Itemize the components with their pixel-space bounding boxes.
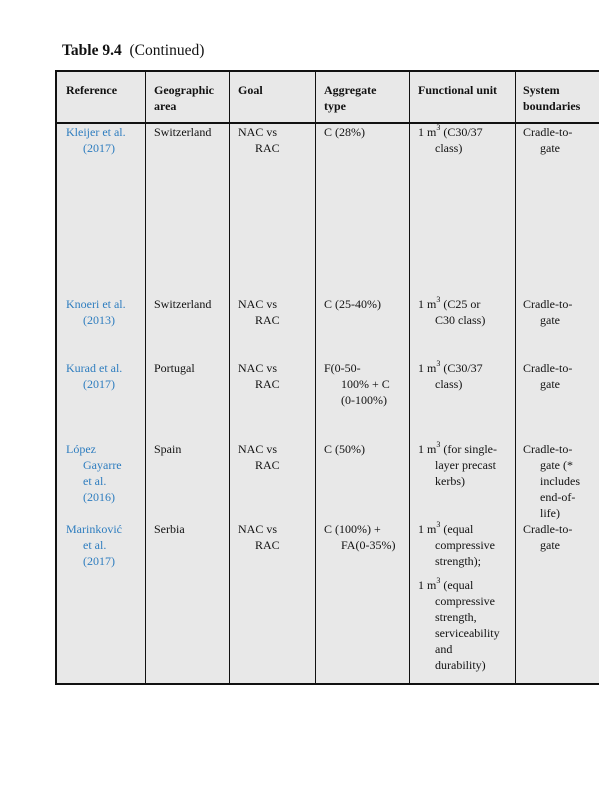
goal-cell: NAC vs RAC — [238, 522, 280, 552]
system-boundaries-cell: Cradle-to- gate — [523, 522, 573, 552]
aggregate-type-cell: C (50%) — [324, 442, 365, 456]
goal-cell: NAC vs RAC — [238, 125, 280, 155]
header-goal: Goal — [238, 83, 263, 97]
goal-cell: NAC vs RAC — [238, 361, 280, 391]
geographic-area-cell: Switzerland — [154, 125, 212, 139]
aggregate-type-cell: F(0-50- 100% + C (0-100%) — [324, 361, 390, 407]
header-geographic-area: Geographic area — [154, 83, 214, 113]
table-caption — [62, 42, 204, 60]
data-table — [55, 70, 599, 685]
functional-unit-cell: 1 $m^3$ (C30/37 class) — [418, 359, 483, 391]
geographic-area-cell: Spain — [154, 442, 182, 456]
header-reference: Reference — [66, 83, 118, 97]
reference-link[interactable]: López Gayarre et al. (2016) — [66, 442, 122, 504]
goal-cell: NAC vs RAC — [238, 442, 280, 472]
functional-unit-cell: 1 $m^3$ (C30/37 class) — [418, 123, 483, 155]
goal-cell: NAC vs RAC — [238, 297, 280, 327]
reference-link[interactable]: Kleijer et al. (2017) — [66, 125, 126, 155]
table-caption-suffix: (Continued) — [129, 42, 205, 59]
header-system-boundaries: System boundaries — [523, 83, 581, 113]
functional-unit-cell: 1 $m^3$ (C25 or C30 class) — [418, 295, 486, 327]
header-aggregate-type: Aggregate type — [324, 83, 377, 113]
system-boundaries-cell: Cradle-to- gate — [523, 125, 573, 155]
aggregate-type-cell: C (100%) + FA(0-35%) — [324, 522, 396, 552]
functional-unit-cell: 1 $m^3$ (for single- layer precast kerbs) — [418, 440, 497, 488]
aggregate-type-cell: C (28%) — [324, 125, 365, 139]
geographic-area-cell: Switzerland — [154, 297, 212, 311]
geographic-area-cell: Portugal — [154, 361, 195, 375]
aggregate-type-cell: C (25-40%) — [324, 297, 381, 311]
header-functional-unit: Functional unit — [418, 83, 498, 97]
reference-link[interactable]: Marinković et al. (2017) — [66, 522, 122, 568]
table-number: Table 9.4 — [62, 42, 122, 59]
functional-unit-cell: 1 $m^3$ (equal compressive strength, serviceability and durability) — [418, 576, 500, 672]
system-boundaries-cell: Cradle-to- gate (* includes end-of- life) — [523, 442, 580, 520]
functional-unit-cell: 1 $m^3$ (equal compressive strength); — [418, 520, 495, 568]
reference-link[interactable]: Kurad et al. (2017) — [66, 361, 123, 391]
system-boundaries-cell: Cradle-to- gate — [523, 361, 573, 391]
reference-link[interactable]: Knoeri et al. (2013) — [66, 297, 126, 327]
system-boundaries-cell: Cradle-to- gate — [523, 297, 573, 327]
column-divider — [145, 72, 230, 683]
geographic-area-cell: Serbia — [154, 522, 185, 536]
